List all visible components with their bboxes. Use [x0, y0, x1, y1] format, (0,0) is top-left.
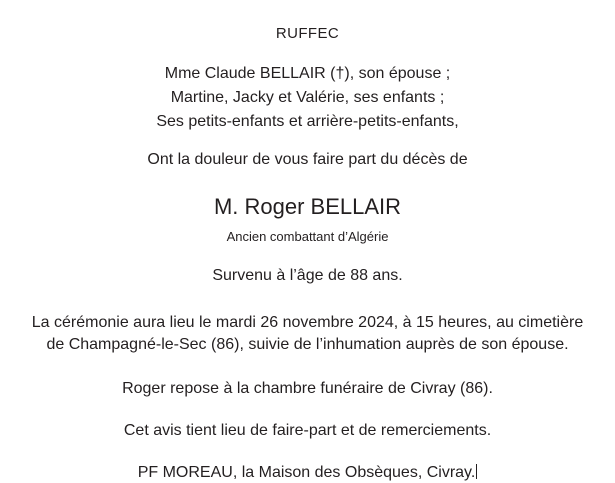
family-line-children: Martine, Jacky et Valérie, ses enfants ; [170, 88, 445, 106]
repose-line: Roger repose à la chambre funéraire de Civray (86). [122, 379, 493, 397]
ceremony-line-1: La cérémonie aura lieu le mardi 26 novembre 2024, à 15 heures, au cimetière [31, 313, 584, 331]
family-line-spouse: Mme Claude BELLAIR (†), son épouse ; [164, 64, 451, 82]
family-line-grandchildren: Ses petits-enfants et arrière-petits-enfants, [156, 113, 459, 131]
ceremony-line-2: de Champagné-le-Sec (86), suivie de l’inhumation auprès de son épouse. [46, 336, 569, 354]
deceased-title: Ancien combattant d’Algérie [226, 229, 389, 245]
funeral-home-line [14, 462, 601, 483]
age-line: Survenu à l’âge de 88 ans. [212, 267, 403, 285]
thanks-line: Cet avis tient lieu de faire-part et de remerciements. [123, 422, 492, 440]
deceased-name: M. Roger BELLAIR [213, 194, 402, 220]
announcement-line: Ont la douleur de vous faire part du décès de [147, 151, 468, 169]
locality: RUFFEC [275, 25, 340, 42]
funeral-home-text: PF MOREAU, la Maison des Obsèques, Civray. [137, 464, 476, 482]
